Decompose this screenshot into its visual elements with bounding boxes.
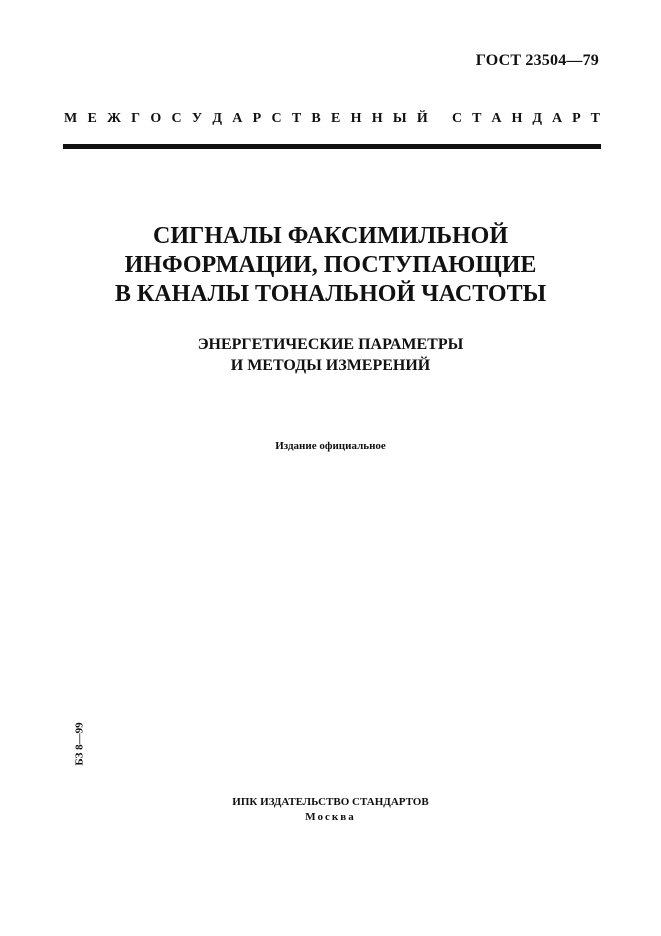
edition-note: Издание официальное: [275, 440, 386, 452]
publisher-city: Москва: [305, 811, 356, 823]
heading-divider-rule: [63, 144, 601, 149]
standard-type-heading: [64, 111, 600, 127]
publisher-name: ИПК ИЗДАТЕЛЬСТВО СТАНДАРТОВ: [232, 796, 429, 808]
document-title: [40, 222, 621, 309]
title-line-2: ИНФОРМАЦИИ, ПОСТУПАЮЩИЕ: [124, 252, 537, 278]
title-line-3: В КАНАЛЫ ТОНАЛЬНОЙ ЧАСТОТЫ: [114, 281, 547, 307]
subtitle-line-2: И МЕТОДЫ ИЗМЕРЕНИЙ: [230, 357, 431, 374]
subtitle-line-1: ЭНЕРГЕТИЧЕСКИЕ ПАРАМЕТРЫ: [197, 336, 464, 353]
margin-code: БЗ 8—99: [73, 722, 86, 766]
document-subtitle: [40, 334, 621, 376]
standard-type-word-1: М Е Ж Г О С У Д А Р С Т В Е Н Н Ы Й: [64, 111, 428, 126]
title-line-1: СИГНАЛЫ ФАКСИМИЛЬНОЙ: [152, 223, 509, 249]
standard-type-word-2: С Т А Н Д А Р Т: [452, 111, 600, 126]
document-code: ГОСТ 23504—79: [475, 52, 599, 69]
